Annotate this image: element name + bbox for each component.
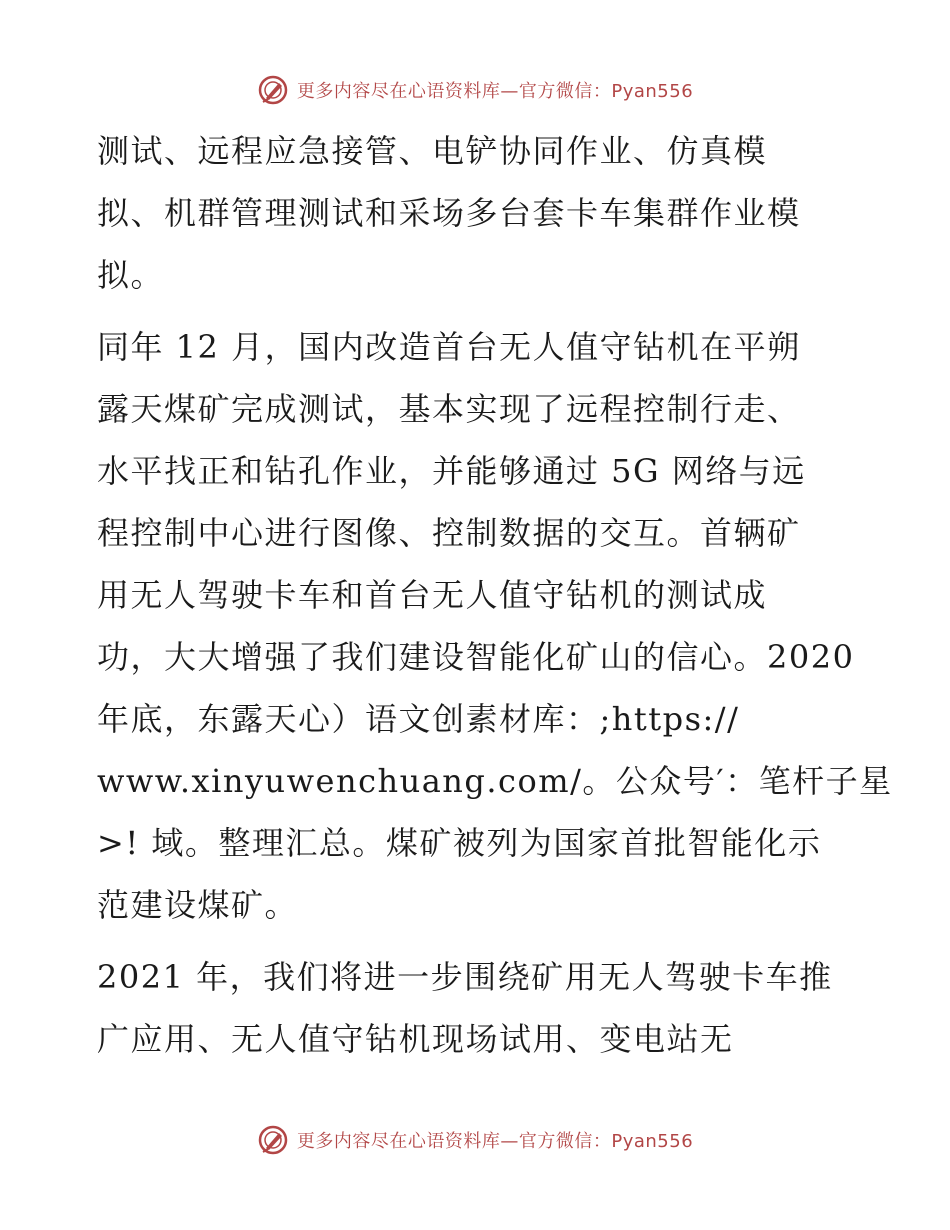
text-line: 2021 年，我们将进一步围绕矿用无人驾驶卡车推 <box>97 958 833 996</box>
paragraph <box>97 946 857 1070</box>
header-banner <box>0 70 950 110</box>
paragraph <box>97 120 857 306</box>
text-line: 露天煤矿完成测试，基本实现了远程控制行走、 <box>97 390 801 428</box>
text-line: >! 域。整理汇总。煤矿被列为国家首批智能化示 <box>97 824 822 862</box>
text-line: 广应用、无人值守钻机现场试用、变电站无 <box>97 1020 734 1058</box>
text-line: 范建设煤矿。 <box>97 886 299 924</box>
text-line: 水平找正和钻孔作业，并能够通过 5G 网络与远 <box>97 452 806 490</box>
text-line: www.xinyuwenchuang.com/。公众号′：笔杆子星 <box>97 762 893 800</box>
text-line: 程控制中心进行图像、控制数据的交互。首辆矿 <box>97 514 801 552</box>
paragraph <box>97 316 893 936</box>
text-line: 年底，东露天心）语文创素材库：;https:// <box>97 700 740 738</box>
text-line: 同年 12 月，国内改造首台无人值守钻机在平朔 <box>97 328 801 366</box>
text-line: 功，大大增强了我们建设智能化矿山的信心。2020 <box>97 638 855 676</box>
text-line: 拟、机群管理测试和采场多台套卡车集群作业模 <box>97 194 801 232</box>
seal-pen-icon <box>257 1124 289 1156</box>
footer-text: 更多内容尽在心语资料库—官方微信：Pyan556 <box>296 1131 694 1152</box>
footer-banner <box>0 1120 950 1160</box>
header-text: 更多内容尽在心语资料库—官方微信：Pyan556 <box>296 81 694 102</box>
seal-pen-icon <box>257 74 289 106</box>
document-body <box>97 120 893 1070</box>
text-line: 测试、远程应急接管、电铲协同作业、仿真模 <box>97 132 768 170</box>
text-line: 拟。 <box>97 256 165 294</box>
text-line: 用无人驾驶卡车和首台无人值守钻机的测试成 <box>97 576 768 614</box>
